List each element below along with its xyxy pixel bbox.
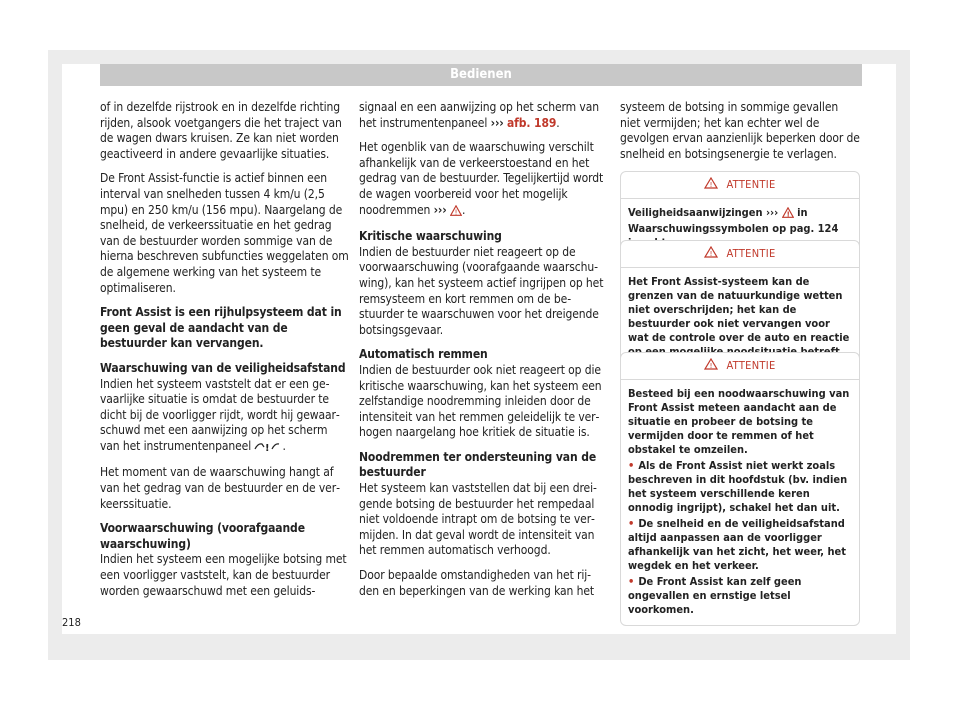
- column-1: [100, 100, 350, 608]
- svg-text:!: !: [710, 250, 714, 258]
- bullet-item: [628, 459, 852, 515]
- svg-text:!: !: [454, 207, 458, 216]
- svg-text:!: !: [710, 362, 714, 370]
- warning-text: Besteed bij een noodwaarschuwing van Front Assist meteen aandacht aan de situatie en probeer de botsing te vermijden door te remmen of het obstakel te omzeilen.: [628, 387, 850, 456]
- warning-triangle-icon: [450, 205, 462, 221]
- warning-triangle-icon: [704, 246, 726, 262]
- page-number: 218: [62, 616, 81, 629]
- bullet-item: [628, 517, 852, 573]
- paragraph: Het systeem kan vaststellen dat bij een dreigende botsing de bestuurder het rempedaal niet voldoende intrapt om de botsing te vermijden. In dat geval wordt de intensiteit van het remmen automatisch verhoogd.: [359, 481, 597, 558]
- bullet-text: Als de Front Assist niet werkt zoals beschreven in dit hoofdstuk (bv. indien het systeem verschillende keren onnodig ingrijpt), schakel het dan uit.: [628, 459, 848, 514]
- warning-triangle-icon: [704, 358, 726, 374]
- paragraph: Het moment van de waarschuwing hangt af van het gedrag van de bestuurder en de verkeerssituatie.: [100, 465, 340, 511]
- bullet-dot: •: [628, 517, 635, 530]
- warning-header: [621, 353, 859, 380]
- section-header: Bedienen: [100, 64, 862, 86]
- paragraph: Indien het systeem een mogelijke botsing met een voorligger vaststelt, kan de bestuurder worden gewaarschuwd met een geluids-: [100, 552, 347, 598]
- warning-box: [620, 240, 860, 368]
- warning-box: [620, 352, 860, 626]
- distance-warning-icon: [254, 441, 282, 457]
- paragraph: Het ogenblik van de waarschuwing verschilt afhankelijk van de verkeerstoestand en het gedrag van de bestuurder. Tegelijkertijd wordt de wagen voorbereid voor het mogelijk noodremmen ››› ! .: [359, 140, 607, 220]
- svg-text:!: !: [265, 442, 270, 452]
- warning-body: [621, 380, 859, 625]
- paragraph-text: Indien het systeem vaststelt dat er een gevaarlijke situatie is omdat de bestuurder te dicht bij de voorligger rijdt, wordt hij gewaarschuwd met een aanwijzing op het scherm van het instrumentenpaneel: [100, 376, 340, 453]
- reference-arrow: ›››: [433, 202, 447, 217]
- bullet-dot: •: [628, 459, 635, 472]
- bullet-text: De Front Assist kan zelf geen ongevallen en ernstige letsel voorkomen.: [628, 575, 802, 616]
- warning-triangle-icon: [782, 207, 794, 222]
- warning-text: Het Front Assist-systeem kan de grenzen van de natuurkundige wetten niet overschrijden; het kan de bestuurder ook niet vervangen voor wat de controle over de auto en reactie: [628, 275, 850, 344]
- subheading: Waarschuwing van de veiligheidsafstand: [100, 360, 346, 375]
- bold-note: Front Assist is een rijhulpsysteem dat in geen geval de aandacht van de bestuurder kan vervangen.: [100, 305, 342, 351]
- paragraph: Indien de bestuurder ook niet reageert op die kritische waarschuwing, kan het systeem een zelfstandige noodremming inleiden door de intensiteit van het remmen geleidelijk te verhogen naargelang hoe kritiek de situatie is.: [359, 362, 602, 440]
- warning-text: Veiligheidsaanwijzingen: [628, 206, 763, 219]
- subheading: Noodremmen ter ondersteuning van de bestuurder: [359, 449, 597, 480]
- paragraph-with-icon: Indien het systeem vaststelt dat er een gevaarlijke situatie is omdat de bestuurder te dicht bij de voorligger rijdt, wordt hij gewaarschuwd met een aanwijzing op het scherm van het instrumentenpaneel ! .: [100, 377, 350, 457]
- warning-triangle-icon: [704, 177, 726, 193]
- paragraph: De Front Assist-functie is actief binnen een interval van snelheden tussen 4 km/u (2,5 mpu) en 250 km/u (156 mpu). Naargelang de snelheid, de verkeerssituatie en het gedrag van de bestuurder worden sommige van de hierna beschreven subfuncties weggelaten om de algemene werking van het systeem te optimaliseren.: [100, 171, 349, 295]
- paragraph-text: signaal en een aanwijzing op het scherm van het instrumentenpaneel: [359, 100, 599, 130]
- paragraph: of in dezelfde rijstrook en in dezelfde richting rijden, alsook voetgangers die het traject van de wagen dwars kruisen. Ze kan niet worden geactiveerd in andere gevaarlijke situaties.: [100, 100, 342, 161]
- svg-text:!: !: [710, 181, 714, 189]
- bullet-item: [628, 575, 852, 617]
- paragraph: Door bepaalde omstandigheden van het rijden en beperkingen van de werking kan het: [359, 568, 595, 598]
- warning-title: ATTENTIE: [726, 247, 776, 260]
- warning-header: [621, 241, 859, 268]
- svg-text:!: !: [786, 210, 790, 218]
- column-2: [359, 100, 607, 608]
- warning-title: ATTENTIE: [726, 178, 776, 191]
- reference-arrow: ›››: [490, 115, 504, 130]
- bullet-text: De snelheid en de veiligheidsafstand altijd aanpassen aan de voorligger afhankelijk van het zicht, het weer, het wegdek en het verkeer.: [628, 517, 846, 572]
- column-3: [620, 100, 860, 171]
- subheading: Automatisch remmen: [359, 347, 488, 362]
- warning-header: [621, 172, 859, 199]
- subheading: Voorwaarschuwing (voorafgaande waarschuwing): [100, 521, 305, 551]
- paragraph: systeem de botsing in sommige gevallen niet vermijden; het kan echter wel de gevolgen ervan aanzienlijk beperken door de snelheid en botsingsenergie te verlagen.: [620, 100, 860, 161]
- paragraph-text: Het ogenblik van de waarschuwing verschilt afhankelijk van de verkeerstoestand en het gedrag van de bestuurder. Tegelijkertijd wordt de wagen voorbereid voor het mogelijk noodremmen: [359, 140, 604, 217]
- paragraph: signaal en een aanwijzing op het scherm van het instrumentenpaneel ››› afb. 189.: [359, 100, 599, 130]
- paragraph: Indien de bestuurder niet reageert op de voorwaarschuwing (voorafgaande waarschuwing), kan het systeem actief ingrijpen op het remsysteem en kort remmen om de bestuurder te waarschuwen voor het dreigende botsingsgevaar.: [359, 244, 604, 337]
- bullet-dot: •: [628, 575, 635, 588]
- reference-arrow: ›››: [765, 206, 779, 219]
- figure-reference-link[interactable]: afb. 189: [506, 115, 557, 130]
- subheading: Kritische waarschuwing: [359, 229, 502, 244]
- warning-title: ATTENTIE: [726, 359, 776, 372]
- warning-text: in Waarschuwingssymbolen op pag. 124: [628, 206, 839, 235]
